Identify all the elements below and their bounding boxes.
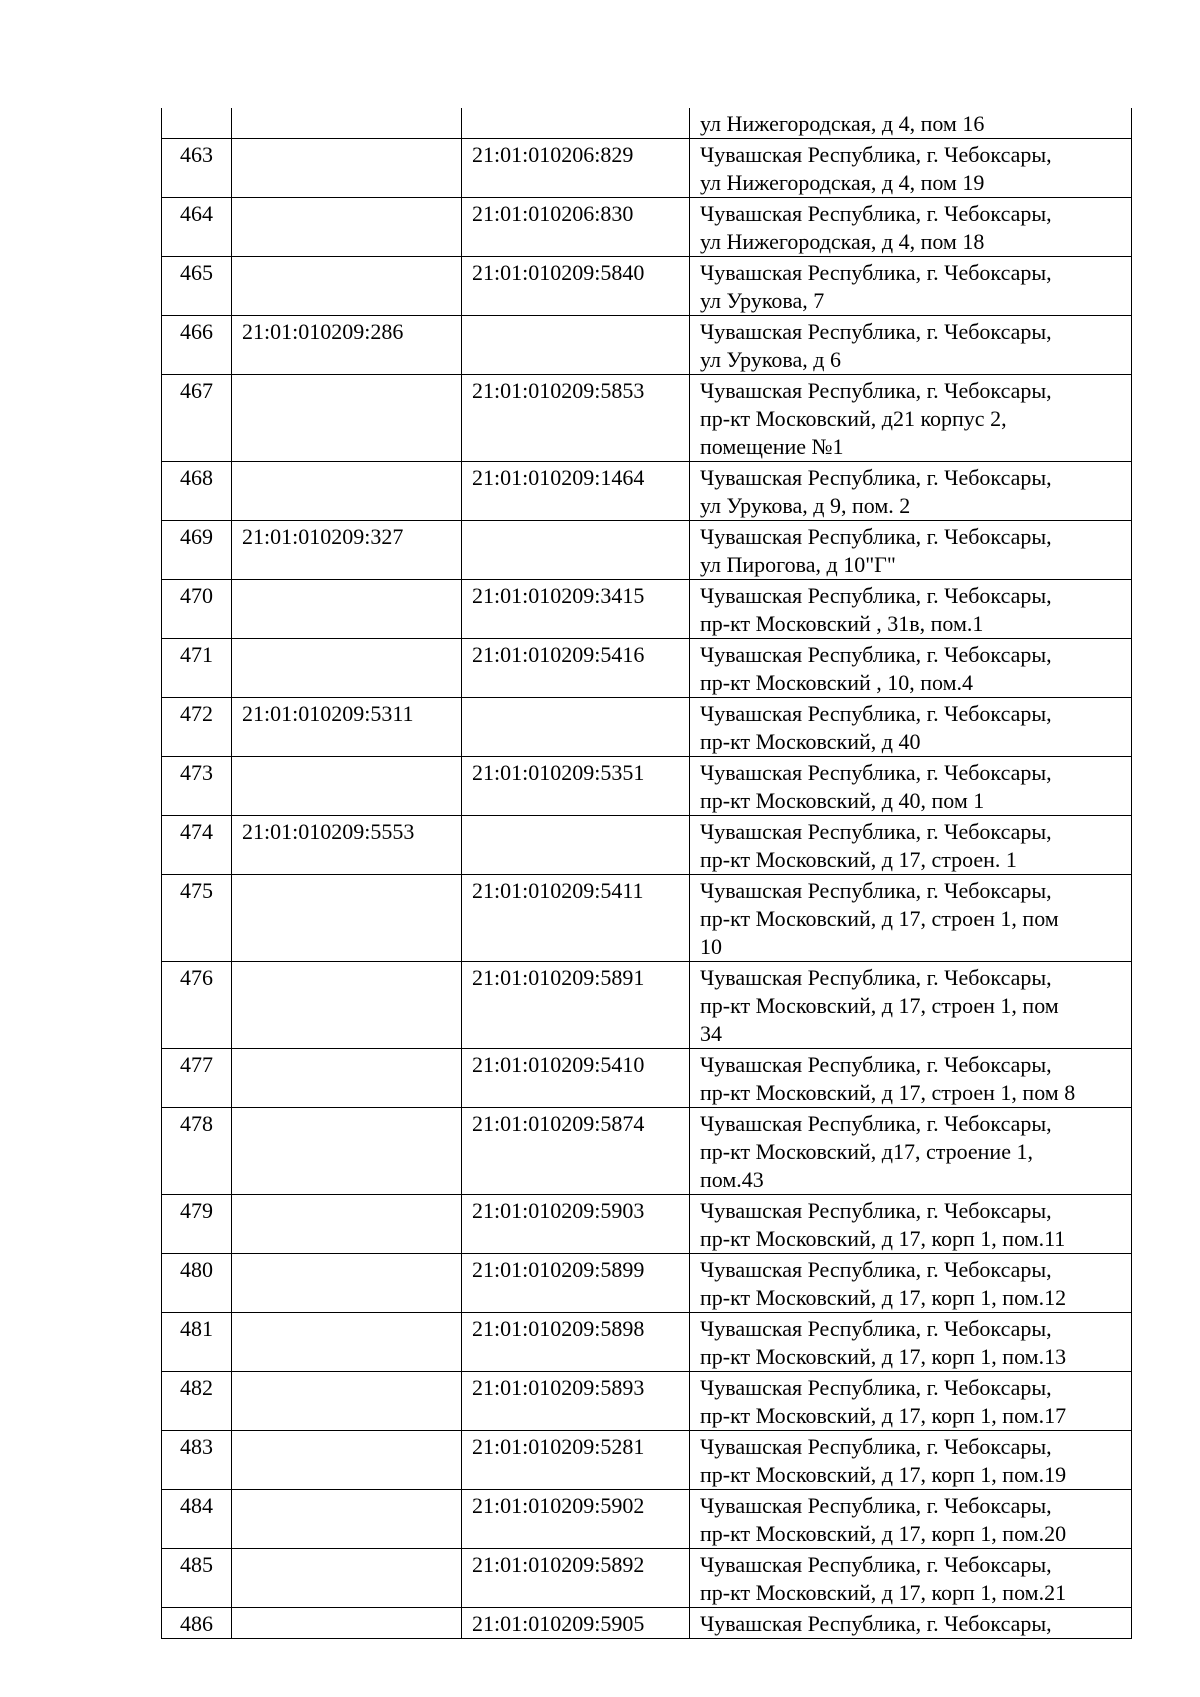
object-cadastral-number-cell: 21:01:010209:5840 [462,257,690,316]
object-cadastral-number-cell: 21:01:010206:829 [462,139,690,198]
land-cadastral-number-cell: 21:01:010209:286 [232,316,462,375]
table-row [162,816,1132,875]
object-cadastral-number-cell: 21:01:010209:5411 [462,875,690,962]
table-row [162,1254,1132,1313]
address-cell: Чувашская Республика, г. Чебоксары, пр-кт Московский, д 17, строен. 1 [690,816,1132,875]
object-cadastral-number-cell: 21:01:010209:5892 [462,1549,690,1608]
table-row [162,462,1132,521]
land-cadastral-number-cell: 21:01:010209:5311 [232,698,462,757]
address-cell: ул Нижегородская, д 4, пом 16 [690,108,1132,139]
address-cell: Чувашская Республика, г. Чебоксары, пр-кт Московский , 31в, пом.1 [690,580,1132,639]
row-number-cell: 477 [162,1049,232,1108]
row-number-cell: 475 [162,875,232,962]
table-row [162,1608,1132,1639]
table-row [162,1049,1132,1108]
land-cadastral-number-cell [232,1549,462,1608]
row-number-cell: 472 [162,698,232,757]
object-cadastral-number-cell [462,108,690,139]
land-cadastral-number-cell [232,639,462,698]
row-number-cell: 476 [162,962,232,1049]
object-cadastral-number-cell: 21:01:010209:5893 [462,1372,690,1431]
table-row [162,639,1132,698]
land-cadastral-number-cell [232,462,462,521]
address-cell: Чувашская Республика, г. Чебоксары, пр-кт Московский, д 17, корп 1, пом.21 [690,1549,1132,1608]
address-cell: Чувашская Республика, г. Чебоксары, пр-кт Московский, д 17, корп 1, пом.19 [690,1431,1132,1490]
table-row [162,757,1132,816]
row-number-cell: 484 [162,1490,232,1549]
row-number-cell [162,108,232,139]
address-cell: Чувашская Республика, г. Чебоксары, пр-кт Московский, д 17, корп 1, пом.13 [690,1313,1132,1372]
address-cell: Чувашская Республика, г. Чебоксары, ул Пирогова, д 10"Г" [690,521,1132,580]
table-row [162,1431,1132,1490]
object-cadastral-number-cell: 21:01:010209:5853 [462,375,690,462]
address-cell: Чувашская Республика, г. Чебоксары, пр-кт Московский, д 17, корп 1, пом.12 [690,1254,1132,1313]
row-number-cell: 483 [162,1431,232,1490]
row-number-cell: 465 [162,257,232,316]
address-cell: Чувашская Республика, г. Чебоксары, ул Урукова, д 6 [690,316,1132,375]
row-number-cell: 478 [162,1108,232,1195]
land-cadastral-number-cell [232,139,462,198]
table-row [162,108,1132,139]
object-cadastral-number-cell: 21:01:010209:5899 [462,1254,690,1313]
address-cell: Чувашская Республика, г. Чебоксары, пр-кт Московский, д 17, строен 1, пом 8 [690,1049,1132,1108]
row-number-cell: 480 [162,1254,232,1313]
object-cadastral-number-cell: 21:01:010209:5874 [462,1108,690,1195]
table-row [162,580,1132,639]
land-cadastral-number-cell [232,757,462,816]
land-cadastral-number-cell [232,1313,462,1372]
object-cadastral-number-cell [462,698,690,757]
land-cadastral-number-cell [232,1372,462,1431]
row-number-cell: 473 [162,757,232,816]
object-cadastral-number-cell: 21:01:010209:3415 [462,580,690,639]
address-cell: Чувашская Республика, г. Чебоксары, ул Урукова, 7 [690,257,1132,316]
land-cadastral-number-cell: 21:01:010209:5553 [232,816,462,875]
land-cadastral-number-cell: 21:01:010209:327 [232,521,462,580]
object-cadastral-number-cell: 21:01:010209:5898 [462,1313,690,1372]
address-cell: Чувашская Республика, г. Чебоксары, ул Урукова, д 9, пом. 2 [690,462,1132,521]
address-cell: Чувашская Республика, г. Чебоксары, пр-кт Московский , 10, пом.4 [690,639,1132,698]
table-row [162,1372,1132,1431]
row-number-cell: 469 [162,521,232,580]
table-row [162,1313,1132,1372]
address-cell: Чувашская Республика, г. Чебоксары, пр-кт Московский, д 17, корп 1, пом.20 [690,1490,1132,1549]
object-cadastral-number-cell: 21:01:010209:1464 [462,462,690,521]
object-cadastral-number-cell: 21:01:010209:5905 [462,1608,690,1639]
object-cadastral-number-cell: 21:01:010209:5903 [462,1195,690,1254]
land-cadastral-number-cell [232,1608,462,1639]
land-cadastral-number-cell [232,108,462,139]
object-cadastral-number-cell [462,816,690,875]
row-number-cell: 467 [162,375,232,462]
address-cell: Чувашская Республика, г. Чебоксары, пр-кт Московский, д 17, корп 1, пом.17 [690,1372,1132,1431]
table-row [162,698,1132,757]
row-number-cell: 470 [162,580,232,639]
row-number-cell: 481 [162,1313,232,1372]
table-row [162,375,1132,462]
table-row [162,962,1132,1049]
table-row [162,139,1132,198]
land-cadastral-number-cell [232,962,462,1049]
table-row [162,198,1132,257]
land-cadastral-number-cell [232,375,462,462]
address-cell: Чувашская Республика, г. Чебоксары, пр-кт Московский, д17, строение 1, пом.43 [690,1108,1132,1195]
address-cell: Чувашская Республика, г. Чебоксары, ул Нижегородская, д 4, пом 19 [690,139,1132,198]
address-cell: Чувашская Республика, г. Чебоксары, пр-кт Московский, д 40, пом 1 [690,757,1132,816]
object-cadastral-number-cell: 21:01:010209:5891 [462,962,690,1049]
row-number-cell: 482 [162,1372,232,1431]
address-cell: Чувашская Республика, г. Чебоксары, пр-кт Московский, д 17, строен 1, пом 34 [690,962,1132,1049]
address-cell: Чувашская Республика, г. Чебоксары, пр-кт Московский, д 40 [690,698,1132,757]
object-cadastral-number-cell: 21:01:010206:830 [462,198,690,257]
object-cadastral-number-cell: 21:01:010209:5410 [462,1049,690,1108]
object-cadastral-number-cell [462,521,690,580]
row-number-cell: 468 [162,462,232,521]
land-cadastral-number-cell [232,1195,462,1254]
land-cadastral-number-cell [232,875,462,962]
address-cell: Чувашская Республика, г. Чебоксары, пр-кт Московский, д 17, строен 1, пом 10 [690,875,1132,962]
land-cadastral-number-cell [232,1108,462,1195]
land-cadastral-number-cell [232,580,462,639]
land-cadastral-number-cell [232,198,462,257]
row-number-cell: 466 [162,316,232,375]
table-row [162,316,1132,375]
object-cadastral-number-cell: 21:01:010209:5416 [462,639,690,698]
document-table [161,108,1132,1639]
address-cell: Чувашская Республика, г. Чебоксары, ул Нижегородская, д 4, пом 18 [690,198,1132,257]
row-number-cell: 471 [162,639,232,698]
object-cadastral-number-cell: 21:01:010209:5902 [462,1490,690,1549]
address-cell: Чувашская Республика, г. Чебоксары, пр-кт Московский, д21 корпус 2, помещение №1 [690,375,1132,462]
table-row [162,875,1132,962]
object-cadastral-number-cell: 21:01:010209:5351 [462,757,690,816]
row-number-cell: 485 [162,1549,232,1608]
table-row [162,1549,1132,1608]
row-number-cell: 474 [162,816,232,875]
row-number-cell: 464 [162,198,232,257]
table-body [162,108,1132,1639]
object-cadastral-number-cell: 21:01:010209:5281 [462,1431,690,1490]
table-row [162,521,1132,580]
table-row [162,1108,1132,1195]
address-cell: Чувашская Республика, г. Чебоксары, [690,1608,1132,1639]
land-cadastral-number-cell [232,1049,462,1108]
land-cadastral-number-cell [232,1490,462,1549]
object-cadastral-number-cell [462,316,690,375]
table-row [162,1490,1132,1549]
row-number-cell: 479 [162,1195,232,1254]
table-row [162,257,1132,316]
address-cell: Чувашская Республика, г. Чебоксары, пр-кт Московский, д 17, корп 1, пом.11 [690,1195,1132,1254]
land-cadastral-number-cell [232,1254,462,1313]
row-number-cell: 486 [162,1608,232,1639]
land-cadastral-number-cell [232,1431,462,1490]
row-number-cell: 463 [162,139,232,198]
land-cadastral-number-cell [232,257,462,316]
table-row [162,1195,1132,1254]
